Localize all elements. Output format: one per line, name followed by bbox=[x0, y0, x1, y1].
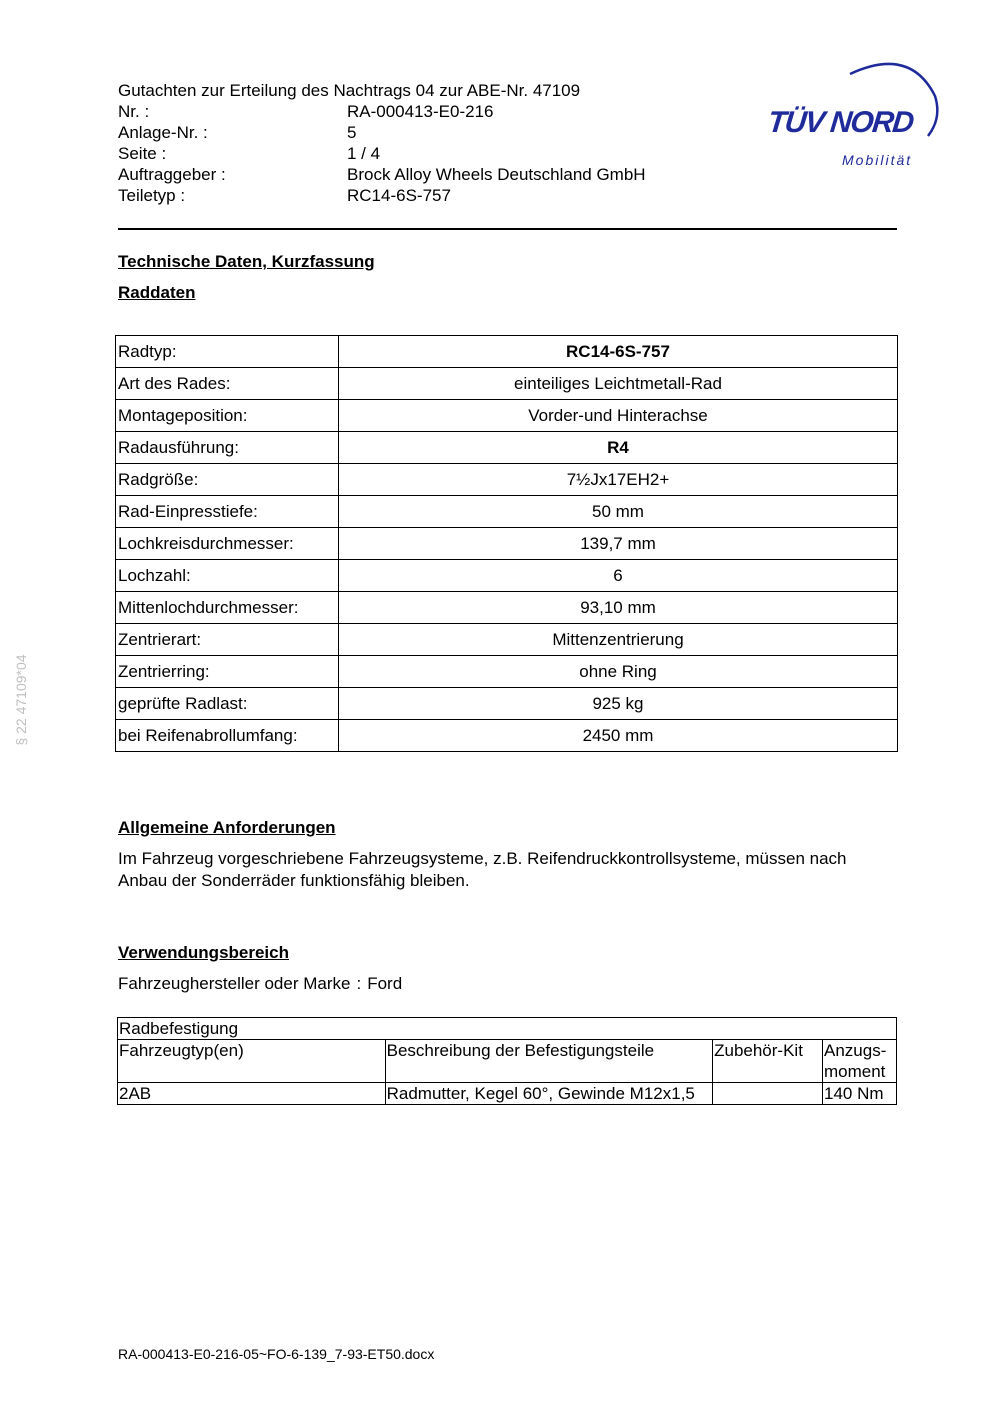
table-row bbox=[116, 560, 898, 592]
header-divider bbox=[118, 228, 897, 230]
table-cell bbox=[713, 1083, 823, 1105]
row-label: Radausführung: bbox=[116, 432, 339, 464]
table-cell: Radmutter, Kegel 60°, Gewinde M12x1,5 bbox=[385, 1083, 712, 1105]
row-label: Art des Rades: bbox=[116, 368, 339, 400]
header-key: Auftraggeber : bbox=[118, 165, 226, 184]
header-row-auftraggeber bbox=[118, 164, 738, 185]
row-label: Rad-Einpresstiefe: bbox=[116, 496, 339, 528]
row-label: Zentrierart: bbox=[116, 624, 339, 656]
row-value: 93,10 mm bbox=[339, 592, 898, 624]
row-label: Lochkreisdurchmesser: bbox=[116, 528, 339, 560]
header-value: RC14-6S-757 bbox=[347, 186, 451, 205]
document-header bbox=[118, 80, 738, 206]
table-row bbox=[116, 336, 898, 368]
header-row-nr bbox=[118, 101, 738, 122]
header-row-anlage bbox=[118, 122, 738, 143]
header-key: Teiletyp : bbox=[118, 186, 186, 205]
header-value: 1 / 4 bbox=[347, 144, 381, 163]
row-label: Radtyp: bbox=[116, 336, 339, 368]
row-label: geprüfte Radlast: bbox=[116, 688, 339, 720]
table-row bbox=[116, 656, 898, 688]
row-label: Radgröße: bbox=[116, 464, 339, 496]
manufacturer-value: Ford bbox=[367, 974, 403, 993]
table-row bbox=[116, 400, 898, 432]
row-value: 925 kg bbox=[339, 688, 898, 720]
table-row bbox=[116, 496, 898, 528]
manufacturer-line bbox=[118, 974, 402, 994]
footer-filename: RA-000413-E0-216-05~FO-6-139_7-93-ET50.docx bbox=[118, 1346, 435, 1362]
header-value: Brock Alloy Wheels Deutschland GmbH bbox=[347, 165, 646, 184]
manufacturer-separator: : bbox=[356, 974, 362, 993]
table-cell: 140 Nm bbox=[823, 1083, 897, 1105]
manufacturer-label: Fahrzeughersteller oder Marke bbox=[118, 974, 351, 993]
table-row bbox=[116, 432, 898, 464]
header-row-seite bbox=[118, 143, 738, 164]
column-header: Anzugs-moment bbox=[823, 1040, 897, 1083]
row-value: R4 bbox=[339, 432, 898, 464]
mounting-table bbox=[117, 1017, 897, 1105]
logo-brand: TÜV NORD bbox=[766, 106, 915, 139]
wheel-data-table bbox=[115, 335, 898, 752]
heading-technische-daten: Technische Daten, Kurzfassung bbox=[118, 252, 375, 271]
document-title: Gutachten zur Erteilung des Nachtrags 04 zur ABE-Nr. 47109 bbox=[118, 81, 581, 100]
table-row bbox=[116, 720, 898, 752]
row-label: Lochzahl: bbox=[116, 560, 339, 592]
tuev-nord-logo bbox=[760, 56, 945, 176]
table-cell: 2AB bbox=[118, 1083, 386, 1105]
row-value: 7½Jx17EH2+ bbox=[339, 464, 898, 496]
header-key: Nr. : bbox=[118, 102, 150, 121]
table-row bbox=[116, 464, 898, 496]
row-value: Mittenzentrierung bbox=[339, 624, 898, 656]
row-value: 139,7 mm bbox=[339, 528, 898, 560]
table-row bbox=[116, 368, 898, 400]
allgemeine-text: Im Fahrzeug vorgeschriebene Fahrzeugsysteme, z.B. Reifendruckkontrollsysteme, müssen nach Anbau der Sonderräder funktionsfähig bleiben. bbox=[118, 849, 847, 890]
column-header: Beschreibung der Befestigungsteile bbox=[385, 1040, 712, 1083]
row-label: Mittenlochdurchmesser: bbox=[116, 592, 339, 624]
row-value: RC14-6S-757 bbox=[339, 336, 898, 368]
column-header: Fahrzeugtyp(en) bbox=[118, 1040, 386, 1083]
column-header: Zubehör-Kit bbox=[713, 1040, 823, 1083]
table-row bbox=[118, 1083, 897, 1105]
table-row bbox=[116, 592, 898, 624]
table-header-row bbox=[118, 1040, 897, 1083]
header-value: 5 bbox=[347, 123, 357, 142]
heading-verwendungsbereich: Verwendungsbereich bbox=[118, 943, 289, 962]
row-value: 2450 mm bbox=[339, 720, 898, 752]
header-key: Anlage-Nr. : bbox=[118, 123, 208, 142]
table-row bbox=[116, 624, 898, 656]
row-value: einteiliges Leichtmetall-Rad bbox=[339, 368, 898, 400]
heading-allgemeine-anforderungen: Allgemeine Anforderungen bbox=[118, 818, 336, 837]
row-label: Montageposition: bbox=[116, 400, 339, 432]
side-stamp: § 22 47109*04 bbox=[13, 654, 29, 746]
header-row-teiletyp bbox=[118, 185, 738, 206]
row-value: ohne Ring bbox=[339, 656, 898, 688]
logo-subtitle: Mobilität bbox=[842, 152, 913, 168]
table-row bbox=[116, 528, 898, 560]
header-key: Seite : bbox=[118, 144, 167, 163]
row-value: 6 bbox=[339, 560, 898, 592]
row-value: Vorder-und Hinterachse bbox=[339, 400, 898, 432]
row-value: 50 mm bbox=[339, 496, 898, 528]
header-value: RA-000413-E0-216 bbox=[347, 102, 494, 121]
row-label: bei Reifenabrollumfang: bbox=[116, 720, 339, 752]
heading-raddaten: Raddaten bbox=[118, 283, 196, 302]
row-label: Zentrierring: bbox=[116, 656, 339, 688]
table-caption: Radbefestigung bbox=[118, 1018, 897, 1040]
table-caption-row bbox=[118, 1018, 897, 1040]
table-row bbox=[116, 688, 898, 720]
